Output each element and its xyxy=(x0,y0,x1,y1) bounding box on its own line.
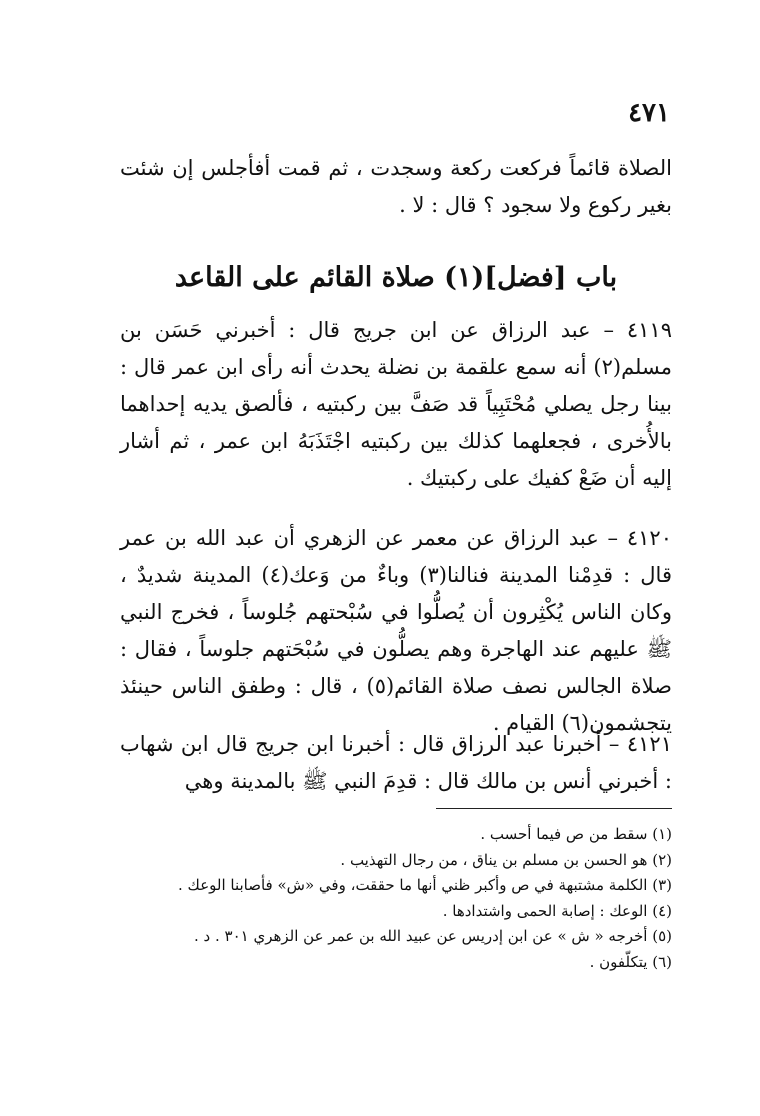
intro-paragraph xyxy=(120,150,672,224)
footnote: (٢) هو الحسن بن مسلم بن يناق ، من رجال التهذيب . xyxy=(340,850,672,869)
footnote: (١) سقط من ص فيما أحسب . xyxy=(480,825,672,843)
chapter-title: باب [فضل](١) صلاة القائم على القاعد xyxy=(174,262,618,293)
footnote: (٤) الوعك : إصابة الحمى واشتدادها . xyxy=(442,901,672,920)
footnote: (٣) الكلمة مشتبهة في ص وأكبر ظني أنها ما حققت، وفي «ش» فأصابنا الوعك . xyxy=(178,876,672,894)
hadith-4119 xyxy=(120,312,672,497)
hadith-4120 xyxy=(120,520,672,742)
footnote: (٦) يتكلّفون . xyxy=(589,952,672,971)
footnotes xyxy=(120,822,672,975)
footnote: (٥) أخرجه « ش » عن ابن إدريس عن عبيد الله بن عمر عن الزهري ٣٠١ . د . xyxy=(193,927,672,945)
footnote-separator xyxy=(436,808,672,809)
intro-text: الصلاة قائماً فركعت ركعة وسجدت ، ثم قمت أفأجلس إن شئت بغير ركوع ولا سجود ؟ قال : لا . xyxy=(120,156,672,217)
hadith-text: ٤١٢٠ – عبد الرزاق عن معمر عن الزهري أن عبد الله بن عمر قال : قدِمْنا المدينة فنالنا(٣) وباءٌ من وَعك(٤) المدينة شديدٌ ، وكان الناس يُكْثِرون أن يُصلُّوا في سُبْحتهم جُلوساً ، فخرج النبي ﷺ عليهم عند الهاجرة وهم يصلُّون في سُبْحَتهم جلوساً ، فقال : صلاة الجالس نصف صلاة القائم(٥) ، قال : وطفق الناس حينئذ يتجشمون(٦) القيام . xyxy=(120,526,673,735)
page-number: ٤٧١ xyxy=(628,98,670,128)
hadith-text: ٤١٢١ – أخبرنا عبد الرزاق قال : أخبرنا ابن جريج قال ابن شهاب : أخبرني أنس بن مالك قال : قدِمَ النبي ﷺ بالمدينة وهي xyxy=(120,732,672,793)
hadith-4121 xyxy=(120,726,672,800)
hadith-text: ٤١١٩ – عبد الرزاق عن ابن جريج قال : أخبرني حَسَن بن مسلم(٢) أنه سمع علقمة بن نضلة يحدث أنه رأى ابن عمر قال : بينا رجل يصلي مُحْتَبِياً قد صَفَّ بين ركبتيه ، فألصق يديه إحداهما بالأُخرى ، فجعلهما كذلك بين ركبتيه اجْتَذَبَهُ ابن عمر ، ثم أشار إليه أن ضَعْ كفيك على ركبتيك . xyxy=(120,318,672,490)
